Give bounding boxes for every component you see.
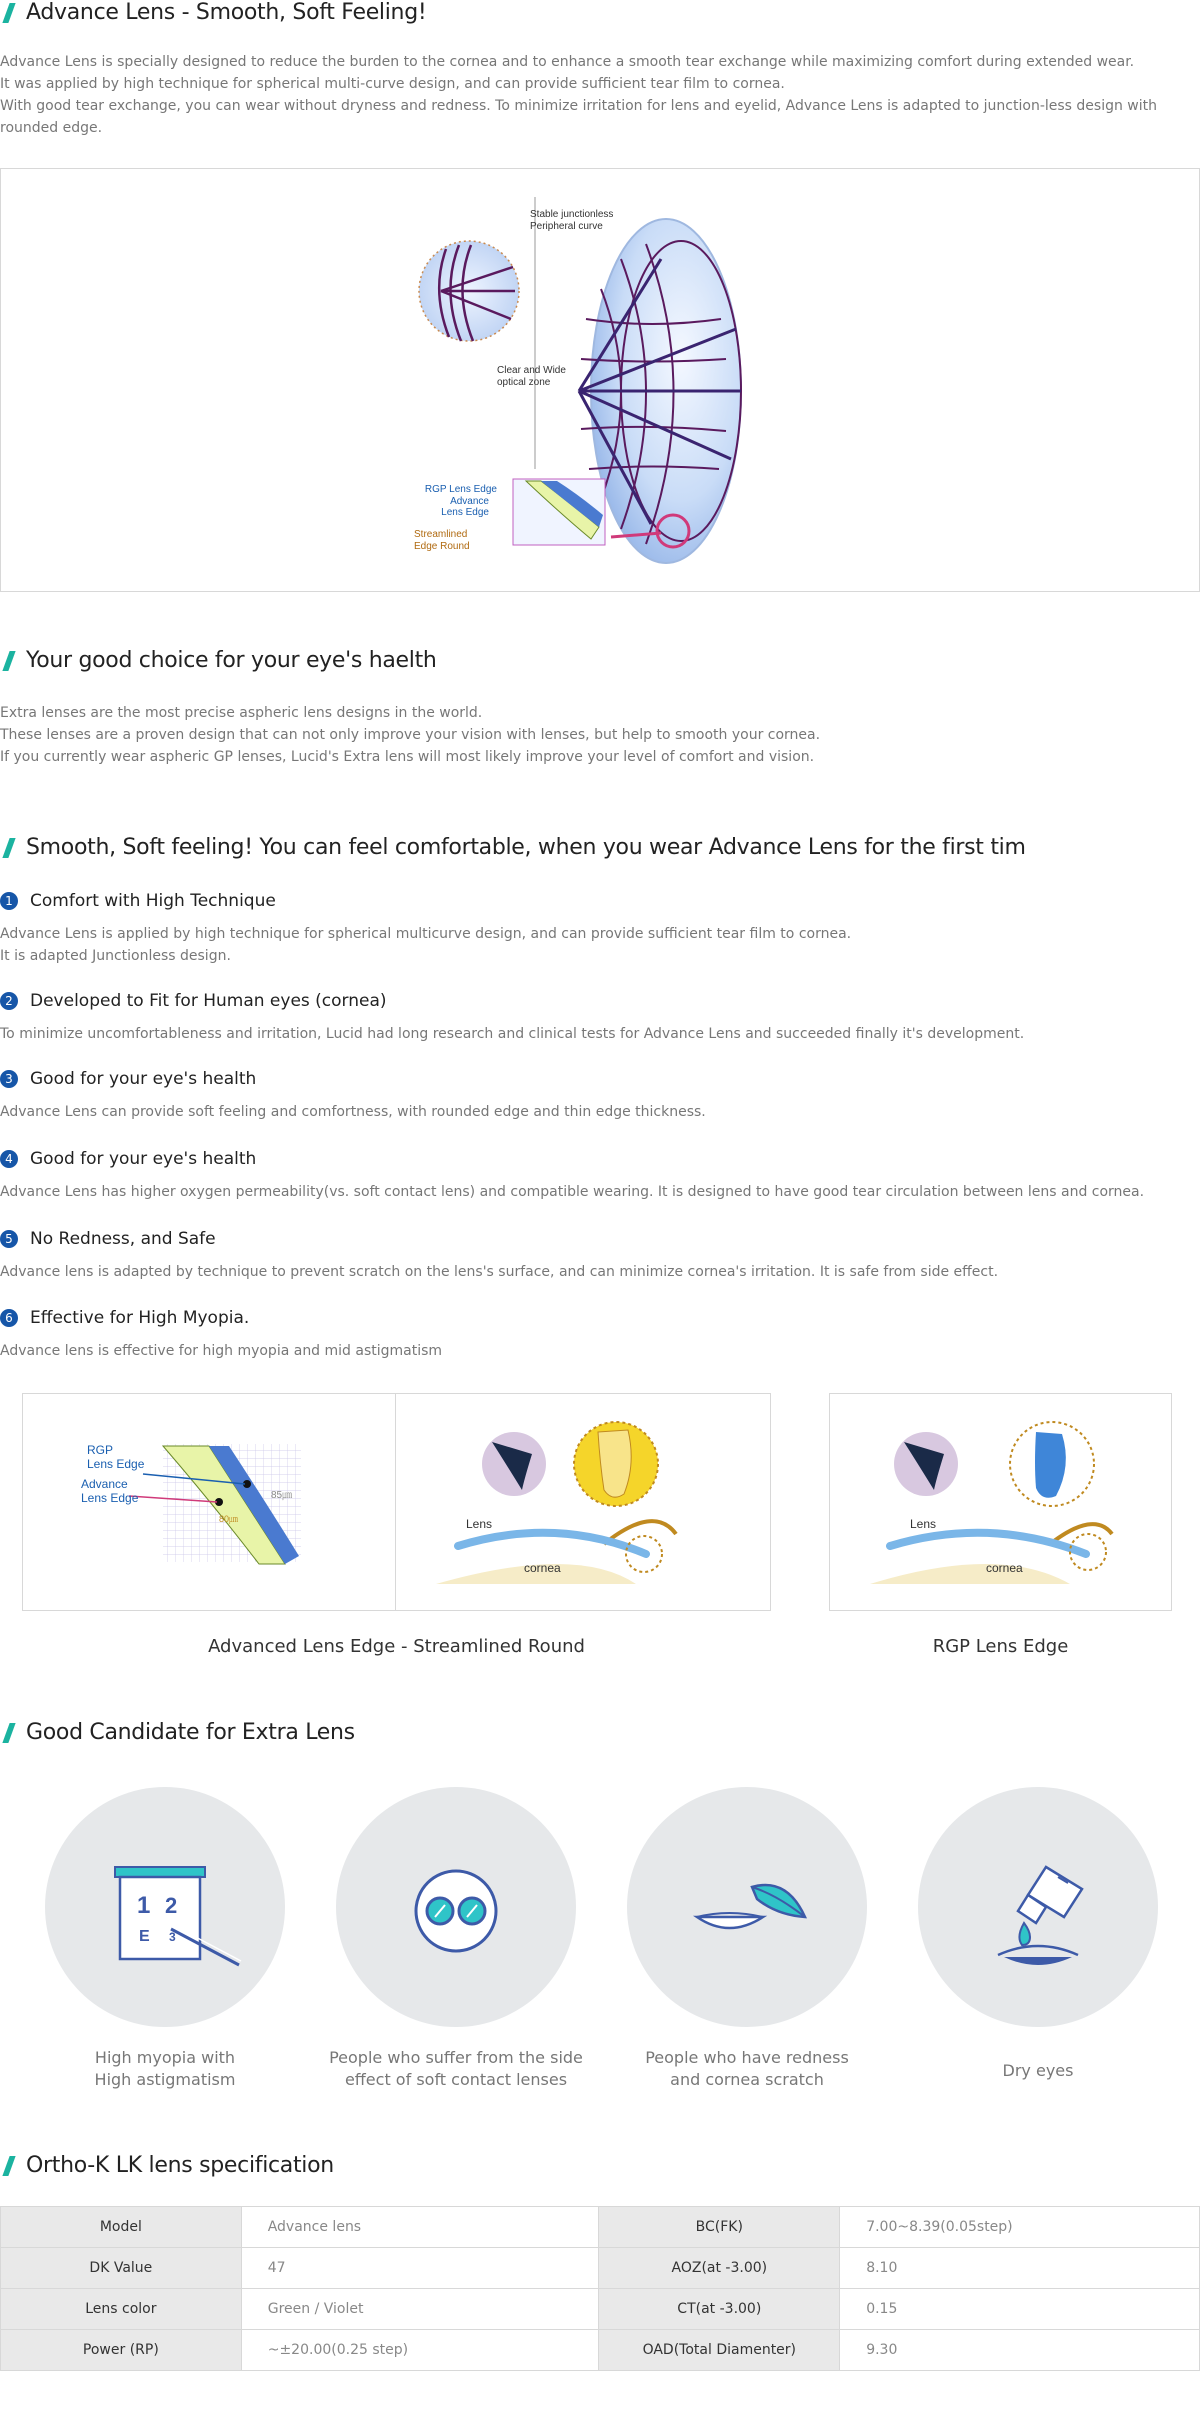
cornea-shape	[870, 1564, 1070, 1584]
spec-key: AOZ(at -3.00)	[599, 2248, 840, 2289]
label-lens: Lens	[466, 1517, 493, 1531]
label-edge-round: Edge Round	[414, 541, 470, 552]
candidate-circle	[45, 1787, 285, 2027]
section-title-text: Ortho-K LK lens specification	[26, 2153, 334, 2178]
table-row	[1, 2289, 1200, 2330]
label-rgp: RGP	[87, 1443, 114, 1457]
label-streamlined: Streamlined	[414, 529, 468, 540]
feature-title: Good for your eye's health	[30, 1069, 257, 1089]
section-title-smooth-soft	[0, 835, 1026, 860]
advanced-edge-figure	[22, 1393, 771, 1611]
number-badge: 2	[0, 992, 18, 1010]
feature-desc: Advance Lens is applied by high technique for spherical multicurve design, and can provide sufficient tear film to cornea.	[0, 926, 852, 942]
number-badge: 4	[0, 1150, 18, 1168]
feature-title: Good for your eye's health	[30, 1149, 257, 1169]
lens-diagram	[1, 169, 1199, 591]
intro-line: With good tear exchange, you can wear without dryness and redness. To minimize irritation for lens and eyelid, Advance Lens is adapted to junction-less design with	[0, 98, 1158, 114]
chart-digit: 2	[165, 1893, 178, 1918]
slash-icon	[2, 2156, 15, 2176]
section-title-text: Smooth, Soft feeling! You can feel comfortable, when you wear Advance Lens for the first tim	[26, 835, 1026, 860]
label-advance: Advance	[81, 1477, 128, 1491]
intro-paragraph	[0, 51, 1160, 139]
candidate-circle	[627, 1787, 867, 2027]
spec-value: 9.30	[840, 2330, 1200, 2371]
number-badge: 3	[0, 1070, 18, 1088]
label-lens-edge: Lens Edge	[87, 1457, 145, 1471]
table-row	[1, 2207, 1200, 2248]
spec-value: 7.00~8.39(0.05step)	[840, 2207, 1200, 2248]
spec-key: Power (RP)	[1, 2330, 242, 2371]
slash-icon	[2, 838, 15, 858]
rgp-edge-figure	[829, 1393, 1172, 1611]
spec-value: Advance lens	[241, 2207, 599, 2248]
intro-line: rounded edge.	[0, 120, 103, 136]
section-title-text: Good Candidate for Extra Lens	[26, 1720, 355, 1745]
label-stable: Stable junctionless	[530, 209, 614, 220]
table-row	[1, 2330, 1200, 2371]
feature-title: Effective for High Myopia.	[30, 1308, 250, 1328]
label-cornea: cornea	[986, 1561, 1023, 1575]
feature-desc: It is adapted Junctionless design.	[0, 948, 231, 964]
label-clear: Clear and Wide	[497, 365, 566, 376]
streamlined-edge-on-cornea	[396, 1394, 770, 1610]
feature-desc: Advance lens is adapted by technique to prevent scratch on the lens's surface, and can minimize cornea's irritation. It is safe from side effect.	[0, 1264, 999, 1280]
label-advance: Advance	[450, 496, 489, 507]
spec-value: 0.15	[840, 2289, 1200, 2330]
candidate-line: People who have redness	[645, 2048, 849, 2067]
eye-drops-icon	[918, 1787, 1158, 2027]
feature-item	[0, 991, 1190, 1045]
section-title-specification	[0, 2153, 334, 2178]
lens-curve	[890, 1533, 1086, 1554]
candidate-circle	[336, 1787, 576, 2027]
candidate-label	[326, 2047, 586, 2091]
section-title-text: Your good choice for your eye's haelth	[26, 648, 437, 673]
number-badge: 1	[0, 892, 18, 910]
section-title-text: Advance Lens - Smooth, Soft Feeling!	[26, 0, 427, 25]
caption-rgp-edge: RGP Lens Edge	[932, 1636, 1069, 1657]
number-badge: 6	[0, 1309, 18, 1327]
feature-title: No Redness, and Safe	[30, 1229, 216, 1249]
label-optical: optical zone	[497, 377, 551, 388]
chart-digit: E	[139, 1928, 150, 1945]
lens-diagram-frame	[0, 168, 1200, 592]
candidate-circle	[918, 1787, 1158, 2027]
number-badge: 5	[0, 1230, 18, 1248]
feature-title: Comfort with High Technique	[30, 891, 276, 911]
label-peripheral: Peripheral curve	[530, 221, 603, 232]
label-rgp-edge: RGP Lens Edge	[424, 484, 497, 495]
paragraph-line: These lenses are a proven design that can not only improve your vision with lenses, but help to smooth your cornea.	[0, 727, 821, 743]
good-choice-paragraph	[0, 702, 1160, 768]
candidate-label	[35, 2047, 295, 2091]
feature-desc: To minimize uncomfortableness and irritation, Lucid had long research and clinical tests for Advance Lens and succeeded finally it's development.	[0, 1026, 1025, 1042]
candidate-label	[617, 2047, 877, 2091]
section-title-good-choice	[0, 648, 437, 673]
feature-item	[0, 1069, 1190, 1123]
spec-value: 8.10	[840, 2248, 1200, 2289]
feature-item	[0, 1149, 1190, 1203]
candidate-line: High astigmatism	[94, 2070, 236, 2089]
candidate-line: effect of soft contact lenses	[344, 2070, 568, 2089]
caption-advanced-edge: Advanced Lens Edge - Streamlined Round	[208, 1636, 585, 1657]
edge-closeup	[23, 1394, 395, 1610]
feature-desc: Advance lens is effective for high myopia and mid astigmatism	[0, 1343, 443, 1359]
paragraph-line: Extra lenses are the most precise aspheric lens designs in the world.	[0, 705, 483, 721]
spec-key: DK Value	[1, 2248, 242, 2289]
candidate-line: High myopia with	[94, 2048, 236, 2067]
feature-desc: Advance Lens has higher oxygen permeability(vs. soft contact lens) and compatible wearing. It is designed to have good tear circulation between lens and cornea.	[0, 1184, 1145, 1200]
chart-digit: 3	[169, 1930, 176, 1944]
spec-key: CT(at -3.00)	[599, 2289, 840, 2330]
spec-table	[0, 2206, 1200, 2371]
candidate-line: People who suffer from the side	[329, 2048, 583, 2067]
candidate-line: and cornea scratch	[670, 2070, 824, 2089]
intro-line: Advance Lens is specially designed to reduce the burden to the cornea and to enhance a smooth tear exchange while maximizing comfort during extended wear.	[0, 54, 1135, 70]
feature-item	[0, 891, 1190, 967]
section-title-good-candidate	[0, 1720, 355, 1745]
rgp-edge-on-cornea	[830, 1394, 1171, 1610]
contact-lenses-icon	[627, 1787, 867, 2027]
feature-title: Developed to Fit for Human eyes (cornea)	[30, 991, 387, 1011]
feature-item	[0, 1308, 1190, 1362]
chart-digit: 1	[137, 1892, 151, 1919]
slash-icon	[2, 1723, 15, 1743]
label-80um: 80㎛	[219, 1514, 239, 1524]
label-advance-edge: Lens Edge	[441, 507, 489, 518]
feature-desc: Advance Lens can provide soft feeling and comfortness, with rounded edge and thin edge thickness.	[0, 1104, 706, 1120]
eye-chart-icon	[45, 1787, 285, 2027]
table-row	[1, 2248, 1200, 2289]
slash-icon	[2, 3, 15, 23]
candidate-line: Dry eyes	[1002, 2061, 1074, 2080]
section-title-advance-lens	[0, 0, 426, 25]
spec-key: Model	[1, 2207, 242, 2248]
spec-value: Green / Violet	[241, 2289, 599, 2330]
slash-icon	[2, 651, 15, 671]
label-lens-edge: Lens Edge	[81, 1491, 139, 1505]
spec-value: ~±20.00(0.25 step)	[241, 2330, 599, 2371]
paragraph-line: If you currently wear aspheric GP lenses, Lucid's Extra lens will most likely improve your level of comfort and vision.	[0, 749, 815, 765]
feature-item	[0, 1229, 1190, 1283]
candidate-label	[908, 2060, 1168, 2082]
soft-lens-icon	[336, 1787, 576, 2027]
spec-key: BC(FK)	[599, 2207, 840, 2248]
label-85um: 85㎛	[271, 1490, 293, 1501]
intro-line: It was applied by high technique for spherical multi-curve design, and can provide sufficient tear film to cornea.	[0, 76, 785, 92]
spec-key: OAD(Total Diamenter)	[599, 2330, 840, 2371]
spec-value: 47	[241, 2248, 599, 2289]
label-lens: Lens	[910, 1517, 937, 1531]
spec-key: Lens color	[1, 2289, 242, 2330]
label-cornea: cornea	[524, 1561, 561, 1575]
